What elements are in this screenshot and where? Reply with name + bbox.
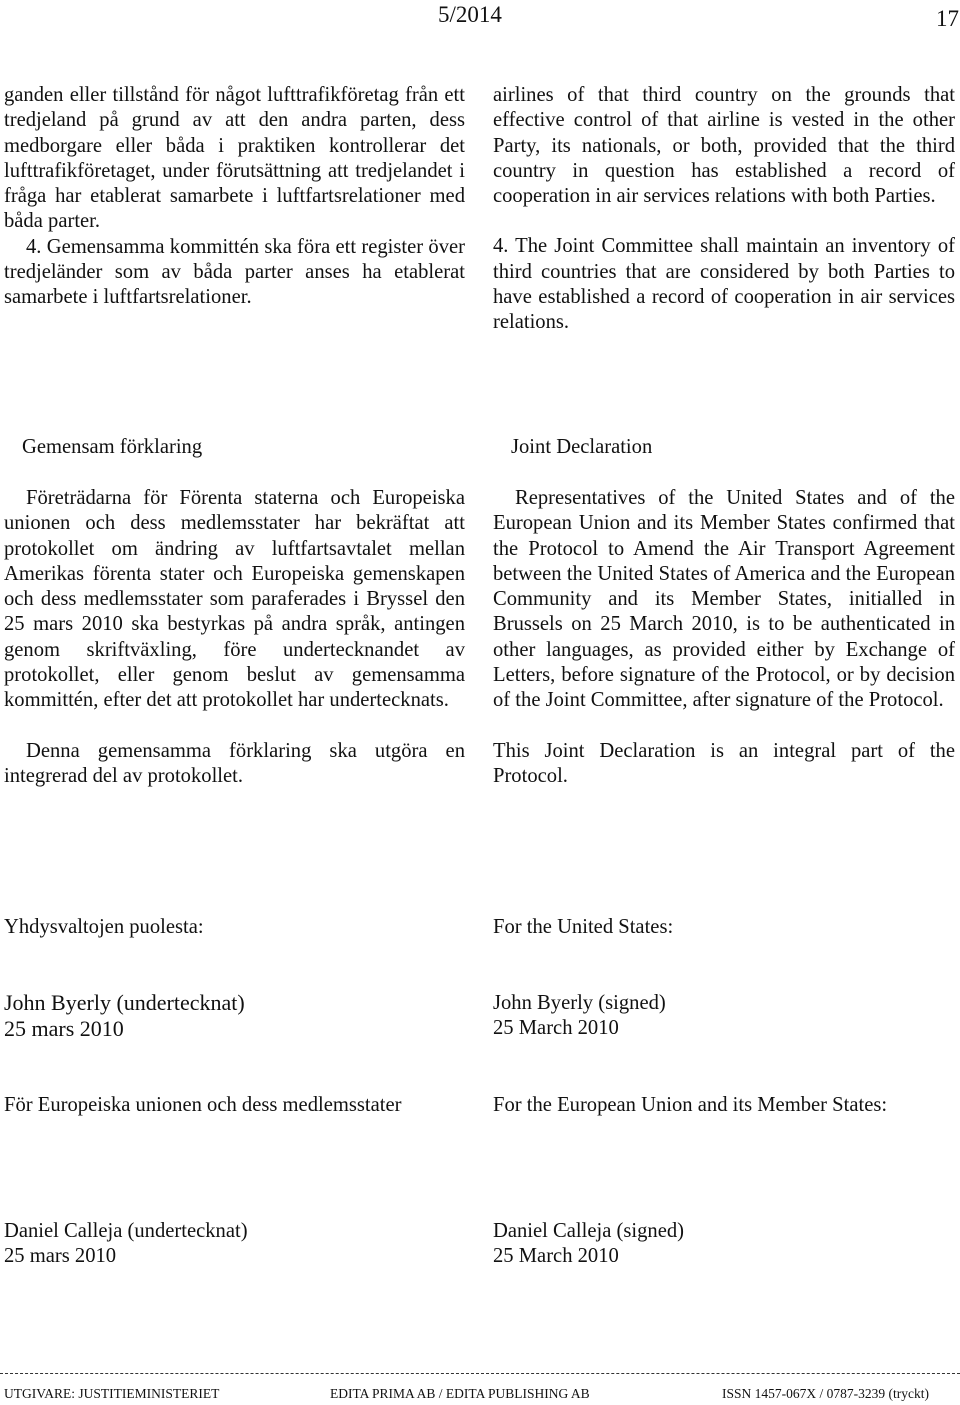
article4-sv-paragraph-2: 4. Gemensamma kommittén ska föra ett register över tredjeländer som av båda parter anses ha etablerat samarbete i luftfartsrelationer.	[4, 235, 465, 309]
article4-english	[493, 83, 955, 336]
signature-us-label-en: For the United States:	[493, 916, 674, 938]
signature-us-date-sv: 25 mars 2010	[4, 1016, 124, 1041]
declaration-en-paragraph-1: Representatives of the United States and of the European Union and its Member States confirmed that the Protocol to Amend the Air Transport Agreement between the United States of America and the European Community and its Member States, initialled in Brussels on 25 March 2010, is to be authenticated in other languages, as provided either by Exchange of Letters, before signature of the Protocol, or by decision of the Joint Committee, after signature of the Protocol.	[493, 487, 955, 712]
signature-eu-block-en	[493, 1219, 684, 1269]
signature-eu-label-sv: För Europeiska unionen och dess medlemsstater	[4, 1094, 402, 1116]
signature-eu-name-sv: Daniel Calleja (undertecknat)	[4, 1220, 248, 1242]
signature-us-label-sv: Yhdysvaltojen puolesta:	[4, 916, 204, 938]
declaration-sv-title: Gemensam förklaring	[22, 436, 203, 458]
signature-eu-label-en: For the European Union and its Member States:	[493, 1094, 888, 1116]
signature-us-name-sv: John Byerly (undertecknat)	[4, 990, 245, 1015]
declaration-swedish	[4, 486, 465, 789]
declaration-english	[493, 486, 955, 789]
signature-us-date-en: 25 March 2010	[493, 1017, 619, 1039]
declaration-sv-paragraph-2: Denna gemensamma förklaring ska utgöra en integrerad del av protokollet.	[4, 739, 465, 787]
declaration-sv-paragraph-1: Företrädarna för Förenta staterna och Europeiska unionen och dess medlemsstater har bekräftat att protokollet om ändring av luftfartsavtalet mellan Amerikas förenta stater och Europeiska gemenskapen och dess medlemsstater som paraferades i Bryssel den 25 mars 2010 ska bestyrkas på andra språk, antingen genom skriftväxling, före undertecknandet av protokollet, eller genom beslut av gemensamma kommittén, efter det att protokollet har undertecknats.	[4, 487, 465, 712]
issue-number: 5/2014	[438, 2, 502, 27]
signature-us-block-en	[493, 991, 666, 1041]
footer-printer: EDITA PRIMA AB / EDITA PUBLISHING AB	[330, 1386, 590, 1401]
article4-en-paragraph-1: airlines of that third country on the grounds that effective control of that airline is vested in the other Party, its nationals, or both, provided that the third country in question has established a record of cooperation in air services relations with both Parties.	[493, 84, 955, 208]
signature-eu-name-en: Daniel Calleja (signed)	[493, 1220, 684, 1242]
footer-publisher: UTGIVARE: JUSTITIEMINISTERIET	[4, 1386, 220, 1401]
article4-swedish	[4, 83, 465, 311]
signature-eu-date-en: 25 March 2010	[493, 1245, 619, 1267]
signature-us-block-sv	[4, 990, 245, 1042]
footer-rule	[0, 1373, 960, 1374]
article4-sv-paragraph-1: ganden eller tillstånd för något lufttrafikföretag från ett tredjeland på grund av att den andra parten, dess medborgare eller båda i praktiken kontrollerar det lufttrafikföretaget, under förutsättning att tredjelandet i fråga har etablerat samarbete i luftfartsrelationer med båda parter.	[4, 84, 465, 233]
page-number: 17	[936, 6, 959, 31]
footer-issn: ISSN 1457-067X / 0787-3239 (tryckt)	[722, 1386, 929, 1401]
declaration-en-title: Joint Declaration	[511, 436, 653, 458]
article4-en-paragraph-2: 4. The Joint Committee shall maintain an inventory of third countries that are considered by both Parties to have established a record of cooperation in air services relations.	[493, 235, 955, 334]
declaration-en-paragraph-2: This Joint Declaration is an integral part of the Protocol.	[493, 739, 955, 787]
signature-us-name-en: John Byerly (signed)	[493, 992, 666, 1014]
signature-eu-block-sv	[4, 1219, 248, 1269]
signature-eu-date-sv: 25 mars 2010	[4, 1245, 117, 1267]
